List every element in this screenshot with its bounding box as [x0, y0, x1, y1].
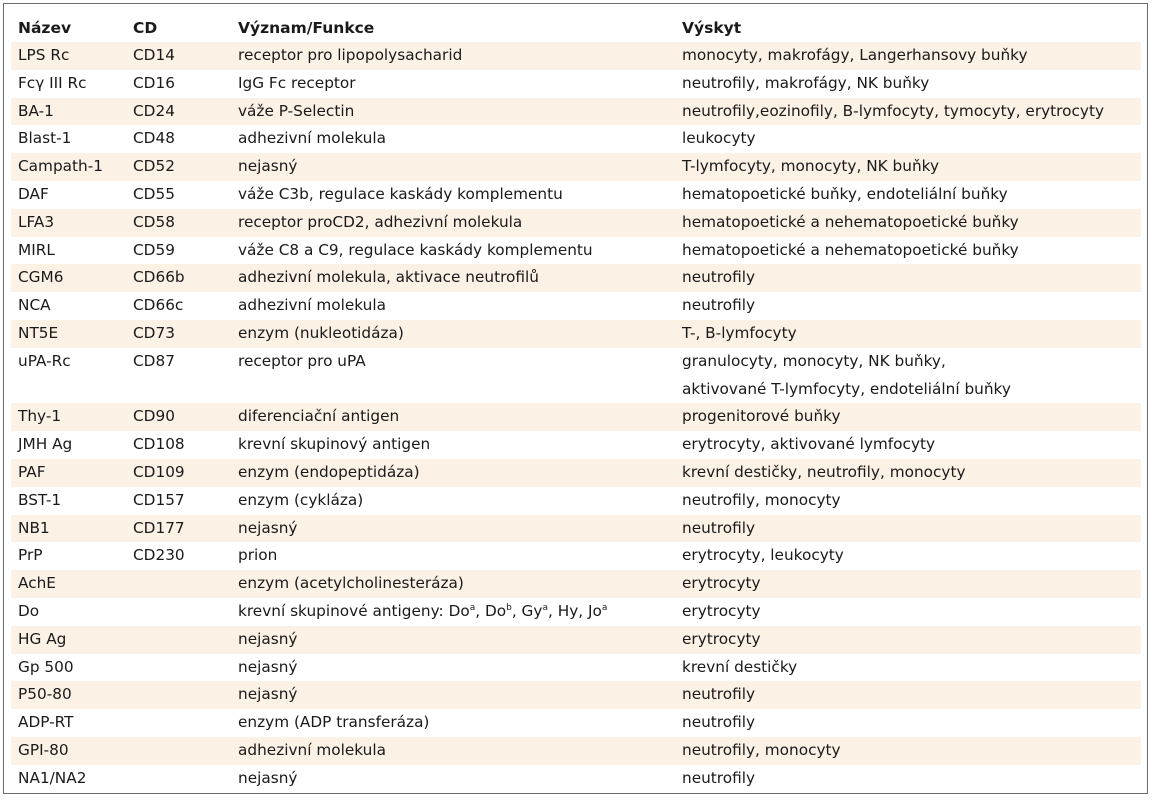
table-header-row	[11, 14, 1141, 42]
cell-cd: CD108	[133, 435, 185, 454]
cell-cd: CD66c	[133, 296, 184, 315]
cell-funkce: nejasný	[238, 157, 298, 176]
cell-nazev: GPI-80	[18, 740, 69, 759]
cell-nazev: NCA	[18, 296, 51, 315]
cell-nazev: NT5E	[18, 323, 59, 342]
cell-funkce: enzym (nukleotidáza)	[238, 323, 404, 342]
cell-nazev: Campath-1	[18, 157, 103, 176]
cell-funkce: enzym (endopeptidáza)	[238, 462, 420, 481]
cell-funkce	[231, 598, 675, 626]
cell-funkce: nejasný	[238, 685, 298, 704]
cell-cd: CD109	[133, 462, 185, 481]
cell-cd: CD177	[133, 518, 185, 537]
table-row	[11, 264, 1141, 292]
cell-nazev: Do	[18, 601, 40, 620]
cell-nazev: PrP	[18, 546, 43, 565]
cell-vyskyt: erytrocyty	[682, 601, 761, 620]
header-funkce: Význam/Funkce	[238, 19, 375, 37]
table-row	[11, 348, 1141, 404]
cell-vyskyt: leukocyty	[682, 129, 756, 148]
vyskyt-line-1: granulocyty, monocyty, NK buňky,	[682, 351, 946, 370]
cell-cd: CD157	[133, 490, 185, 509]
table-row	[11, 654, 1141, 682]
header-nazev: Název	[18, 19, 72, 37]
cell-funkce: receptor pro lipopolysacharid	[238, 46, 463, 64]
cd-antigen-table	[11, 14, 1141, 793]
table-row	[11, 237, 1141, 265]
cell-vyskyt: neutrofily	[682, 713, 756, 732]
cell-cd	[126, 709, 231, 737]
funkce-superscript: a	[469, 602, 476, 613]
cell-cd	[126, 737, 231, 765]
cell-nazev: Blast-1	[18, 129, 72, 148]
cell-vyskyt: neutrofily,eozinofily, B-lymfocyty, tymocyty, erytrocyty	[682, 101, 1105, 120]
funkce-text-part: krevní skupinové antigeny: Do	[238, 601, 470, 620]
table-row	[11, 737, 1141, 765]
cell-cd	[126, 570, 231, 598]
table-row	[11, 487, 1141, 515]
cell-funkce: enzym (cykláza)	[238, 490, 364, 509]
cell-vyskyt: krevní destičky	[682, 657, 798, 676]
cell-cd: CD55	[133, 184, 175, 203]
cell-funkce: nejasný	[238, 518, 298, 537]
cell-cd: CD87	[133, 351, 175, 370]
table-row	[11, 709, 1141, 737]
table-row	[11, 209, 1141, 237]
table-row	[11, 98, 1141, 126]
cell-nazev: HG Ag	[18, 629, 67, 648]
cell-nazev: DAF	[18, 184, 49, 203]
cell-vyskyt: hematopoetické a nehematopoetické buňky	[682, 212, 1019, 231]
cell-vyskyt: erytrocyty, aktivované lymfocyty	[682, 435, 936, 454]
cell-funkce: enzym (ADP transferáza)	[238, 713, 430, 732]
cell-vyskyt: neutrofily	[682, 768, 756, 787]
cell-cd: CD73	[133, 323, 175, 342]
cell-nazev: Thy-1	[18, 407, 62, 426]
cell-nazev: ADP-RT	[18, 713, 74, 732]
table-row	[11, 320, 1141, 348]
funkce-text-part: , Do	[475, 601, 507, 620]
cell-cd	[126, 626, 231, 654]
cell-vyskyt: erytrocyty, leukocyty	[682, 546, 844, 565]
table-row	[11, 292, 1141, 320]
cell-funkce: nejasný	[238, 657, 298, 676]
funkce-superscript: a	[542, 602, 548, 613]
cell-cd	[126, 765, 231, 793]
table-row	[11, 459, 1141, 487]
table-body	[11, 42, 1141, 793]
table-row	[11, 598, 1141, 626]
cell-funkce: nejasný	[238, 768, 298, 787]
cell-funkce: diferenciační antigen	[238, 407, 400, 426]
cell-funkce: receptor proCD2, adhezivní molekula	[238, 212, 523, 231]
table-row	[11, 542, 1141, 570]
cell-funkce: receptor pro uPA	[238, 351, 366, 370]
cell-vyskyt: krevní destičky, neutrofily, monocyty	[682, 462, 966, 481]
cell-funkce: krevní skupinový antigen	[238, 435, 431, 454]
cell-nazev: Gp 500	[18, 657, 74, 676]
cell-vyskyt: neutrofily	[682, 296, 756, 315]
cell-vyskyt: hematopoetické a nehematopoetické buňky	[682, 240, 1019, 259]
cell-funkce: adhezivní molekula	[238, 740, 386, 759]
table-frame	[3, 3, 1148, 794]
cell-funkce: prion	[238, 546, 278, 565]
funkce-superscript: b	[506, 602, 512, 613]
cell-vyskyt: neutrofily	[682, 268, 756, 287]
header-vyskyt: Výskyt	[682, 19, 742, 37]
cell-cd: CD48	[133, 129, 175, 148]
table-row	[11, 153, 1141, 181]
cell-cd	[126, 654, 231, 682]
cell-funkce: adhezivní molekula	[238, 296, 386, 315]
cell-nazev: NB1	[18, 518, 50, 537]
cell-vyskyt: T-lymfocyty, monocyty, NK buňky	[682, 157, 939, 176]
cell-cd	[126, 681, 231, 709]
cell-cd	[126, 598, 231, 626]
cell-vyskyt: neutrofily, makrofágy, NK buňky	[682, 73, 930, 92]
table-row	[11, 626, 1141, 654]
cell-nazev: CGM6	[18, 268, 64, 287]
cell-nazev: P50-80	[18, 685, 72, 704]
table-row	[11, 403, 1141, 431]
table-row	[11, 42, 1141, 70]
cell-nazev: BST-1	[18, 490, 62, 509]
cell-nazev: NA1/NA2	[18, 768, 87, 787]
cell-vyskyt: neutrofily	[682, 685, 756, 704]
cell-vyskyt: erytrocyty	[682, 574, 761, 593]
cell-vyskyt: progenitorové buňky	[682, 407, 841, 426]
cell-nazev: LPS Rc	[18, 46, 70, 64]
table-row	[11, 765, 1141, 793]
table-row	[11, 570, 1141, 598]
vyskyt-line-2: aktivované T-lymfocyty, endoteliální buňky	[682, 379, 1011, 398]
funkce-superscript: a	[601, 602, 608, 613]
cell-vyskyt: hematopoetické buňky, endoteliální buňky	[682, 184, 1008, 203]
cell-vyskyt: neutrofily, monocyty	[682, 490, 841, 509]
cell-cd: CD14	[133, 46, 175, 64]
cell-funkce: nejasný	[238, 629, 298, 648]
cell-nazev: BA-1	[18, 101, 54, 120]
table-row	[11, 431, 1141, 459]
cell-vyskyt: neutrofily, monocyty	[682, 740, 841, 759]
cell-nazev: uPA-Rc	[18, 351, 71, 370]
cell-nazev: Fcγ III Rc	[18, 73, 87, 92]
table-row	[11, 681, 1141, 709]
cell-nazev: LFA3	[18, 212, 55, 231]
cell-vyskyt: erytrocyty	[682, 629, 761, 648]
cell-vyskyt: neutrofily	[682, 518, 756, 537]
cell-vyskyt: T-, B-lymfocyty	[682, 323, 797, 342]
cell-cd: CD52	[133, 157, 175, 176]
cell-nazev: JMH Ag	[18, 435, 73, 454]
cell-nazev: AchE	[18, 574, 56, 593]
cell-funkce: IgG Fc receptor	[238, 73, 356, 92]
cell-funkce: váže C3b, regulace kaskády komplementu	[238, 184, 563, 203]
table-row	[11, 181, 1141, 209]
cell-vyskyt	[675, 348, 1141, 404]
cell-cd: CD230	[133, 546, 185, 565]
cell-vyskyt: monocyty, makrofágy, Langerhansovy buňky	[682, 46, 1028, 64]
funkce-text-part: , Hy, Jo	[547, 601, 602, 620]
cell-funkce: enzym (acetylcholinesteráza)	[238, 574, 464, 593]
cell-cd: CD24	[133, 101, 175, 120]
cell-funkce: váže C8 a C9, regulace kaskády komplementu	[238, 240, 593, 259]
cell-nazev: MIRL	[18, 240, 55, 259]
cell-funkce: váže P-Selectin	[238, 101, 355, 120]
cell-cd: CD90	[133, 407, 175, 426]
funkce-text-part: , Gy	[511, 601, 543, 620]
cell-funkce: adhezivní molekula, aktivace neutrofilů	[238, 268, 539, 287]
cell-funkce: adhezivní molekula	[238, 129, 386, 148]
header-cd: CD	[133, 19, 158, 37]
cell-cd: CD59	[133, 240, 175, 259]
cell-cd: CD16	[133, 73, 175, 92]
table-row	[11, 125, 1141, 153]
cell-cd: CD58	[133, 212, 175, 231]
cell-nazev: PAF	[18, 462, 46, 481]
table-row	[11, 70, 1141, 98]
cell-cd: CD66b	[133, 268, 185, 287]
table-row	[11, 515, 1141, 543]
